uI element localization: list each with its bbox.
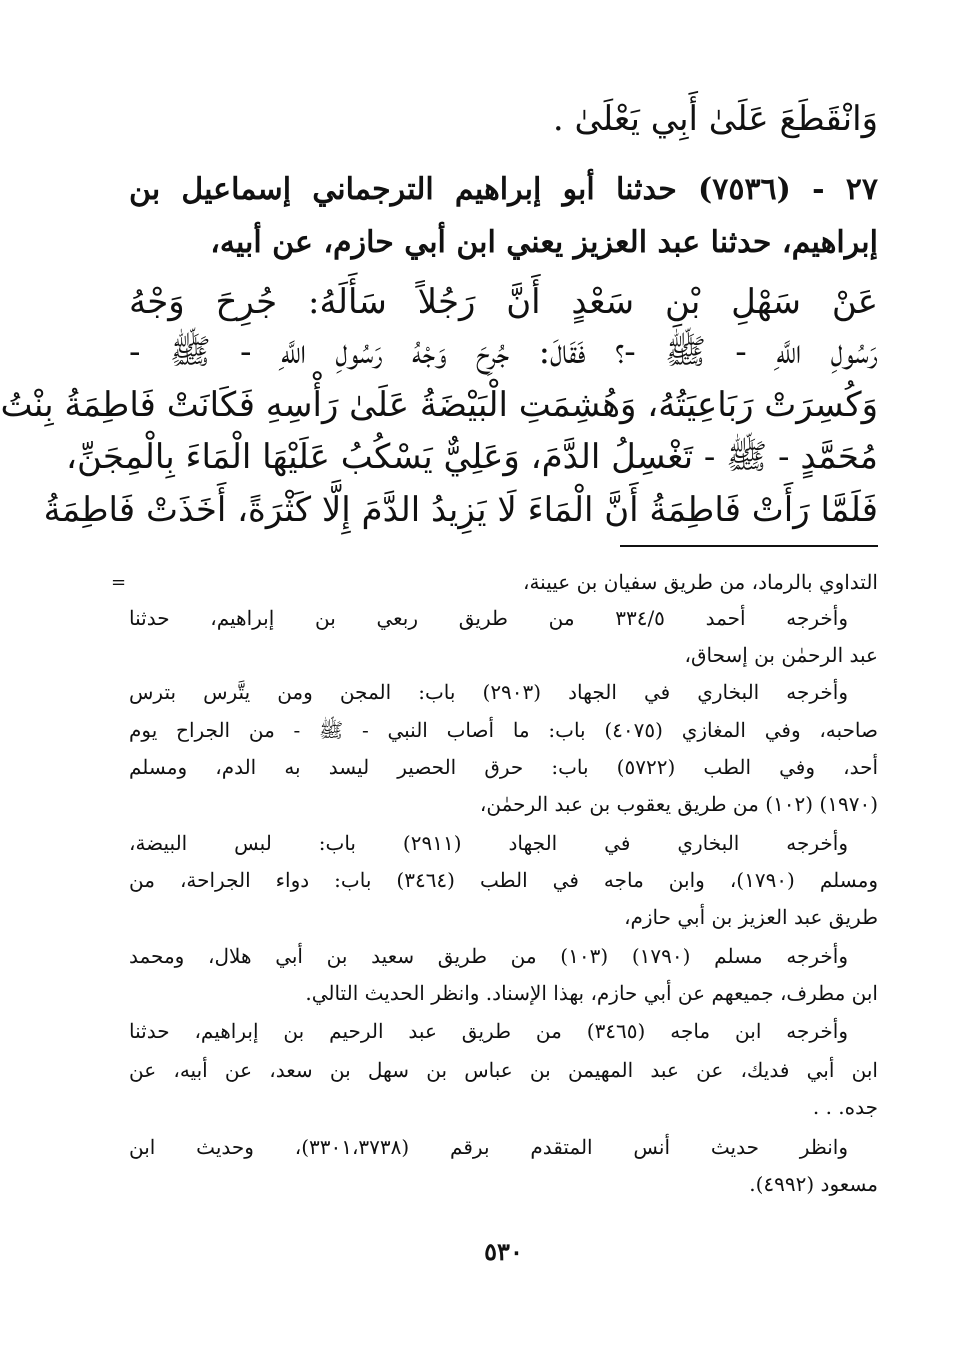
footnote-line: وأخرجه ابن ماجه (٣٤٦٥) من طريق عبد الرحيم بن إبراهيم، حدثنا xyxy=(129,1019,848,1043)
hadith-heading-line: ٢٧ - (٧٥٣٦) حدثنا أبو إبراهيم الترجماني إسماعيل بن xyxy=(129,172,878,207)
footnote-line: أحد، وفي الطب (٥٧٢٢) باب: حرق الحصير ليسد به الدم، ومسلم xyxy=(129,755,878,779)
footnote-line: وأخرجه مسلم (١٧٩٠) (١٠٣) من طريق سعيد بن أبي هلال، ومحمد xyxy=(129,944,849,968)
footnote-line: ومسلم (١٧٩٠)، وابن ماجه في الطب (٣٤٦٤) باب: دواء الجراحة، من xyxy=(129,868,878,892)
footnote-line: وأخرجه أحمد ٣٣٤/٥ من طريق ربعي بن إبراهيم، حدثنا xyxy=(129,606,848,630)
footnote-line: (١٩٧٠) (١٠٢) من طريق يعقوب بن عبد الرحمٰن، xyxy=(479,792,878,816)
footnote-line: جده. . . xyxy=(812,1095,878,1119)
intro-line: وَانْقَطَعَ عَلَىٰ أَبِي يَعْلَىٰ . xyxy=(552,99,878,139)
footnote-line: التداوي بالرماد، من طريق سفيان بن عيينة، xyxy=(523,570,878,594)
footnote-line: وأخرجه البخاري في الجهاد (٢٩٠٣) باب: المجن ومن يتَّرس بترس xyxy=(129,680,848,704)
hadith-text-line: فَلَمَّا رَأَتْ فَاطِمَةُ أَنَّ الْمَاءَ لَا يَزِيدُ الدَّمَ إِلَّا كَثْرَةً، أَخَذَتْ فَاطِمَةُ xyxy=(43,490,878,530)
hadith-heading-line: إبراهيم، حدثنا عبد العزيز يعني ابن أبي حازم، عن أبيه، xyxy=(210,225,878,260)
hadith-text-line: رَسُولِ اللَّهِ - ﷺ -؟ فَقَالَ: جُرِحَ وَجْهُ رَسُولِ اللَّهِ - ﷺ - xyxy=(129,332,878,372)
footnote-line: وانظر حديث أنس المتقدم برقم (٣٣٠١،٣٧٣٨)، وحديث ابن xyxy=(129,1135,849,1159)
hadith-text-line: وَكُسِرَتْ رَبَاعِيَتُهُ، وَهُشِمَتِ الْبَيْضَةُ عَلَىٰ رَأْسِهِ فَكَانَتْ فَاطِمَةُ بِنْتُ xyxy=(0,385,878,425)
footnote-continuation-mark: = xyxy=(111,572,127,593)
footnote-line: ابن مطرف، جميعهم عن أبي حازم، بهذا الإسناد. وانظر الحديث التالي. xyxy=(305,981,878,1005)
footnote-separator xyxy=(620,545,878,547)
hadith-text-line: مُحَمَّدٍ - ﷺ - تَغْسِلُ الدَّمَ، وَعَلِيٌّ يَسْكُبُ عَلَيْهَا الْمَاءَ بِالْمِجَنِّ، xyxy=(66,437,878,477)
footnote-line: صاحبه، وفي المغازي (٤٠٧٥) باب: ما أصاب النبي - ﷺ - من الجراح يوم xyxy=(129,718,879,742)
footnote-line: وأخرجه البخاري في الجهاد (٢٩١١) باب: لبس البيضة، xyxy=(129,831,848,855)
page-number: ٥٣٠ xyxy=(484,1237,523,1266)
hadith-text-line: عَنْ سَهْلِ بْنِ سَعْدٍ أَنَّ رَجُلاً سَأَلَهُ: جُرِحَ وَجْهُ xyxy=(129,282,878,322)
footnote-line: طريق عبد العزيز بن أبي حازم، xyxy=(624,905,878,929)
footnote-line: عبد الرحمٰن بن إسحاق، xyxy=(684,643,878,667)
footnote-line: ابن أبي فديك، عن عبد المهيمن بن عباس بن سهل بن سعد، عن أبيه، عن xyxy=(129,1058,878,1082)
footnote-line: مسعود (٤٩٩٢). xyxy=(749,1172,878,1196)
